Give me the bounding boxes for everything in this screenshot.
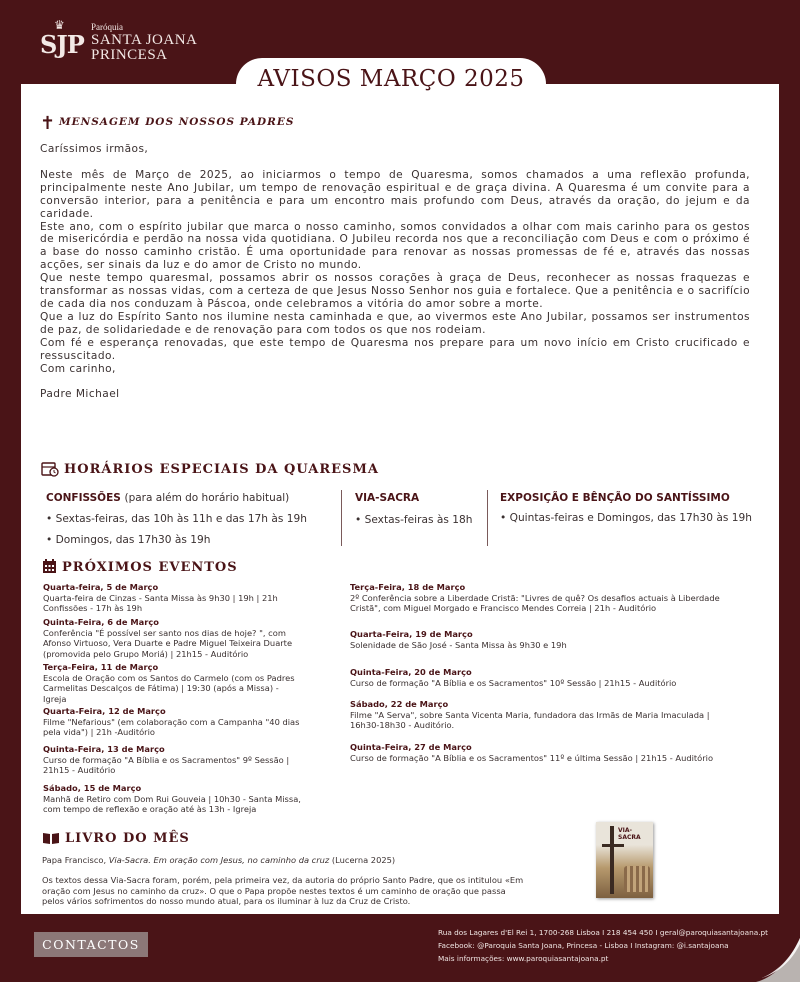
event-item: Sábado, 15 de Março Manhã de Retiro com Dom Rui Gouveia | 10h30 - Santa Missa, com tempo de reflexão e oração até às 13h - Igreja [43, 783, 301, 814]
book-reference: Papa Francisco, Via-Sacra. Em oração com Jesus, no caminho da cruz (Lucerna 2025) [42, 855, 396, 865]
event-item: Quinta-Feira, 27 de Março Curso de formação "A Bíblia e os Sacramentos" 11º e última Sessão | 21h15 - Auditório [350, 742, 714, 763]
message-paragraph: Com fé e esperança renovadas, que este tempo de Quaresma nos prepare para um novo início em Cristo crucificado e ressuscitado. [40, 336, 750, 362]
clock-calendar-icon [41, 461, 59, 477]
message-letter [40, 143, 750, 401]
exposition-item: • Quintas-feiras e Domingos, das 17h30 às 19h [500, 512, 752, 524]
logo-monogram: SJP [40, 30, 84, 59]
column-divider [487, 490, 488, 546]
footer-address: Rua dos Lagares d'El Rei 1, 1700-268 Lisboa I 218 454 450 I geral@paroquiasantajoana.pt [438, 928, 769, 937]
confessions-item: • Domingos, das 17h30 às 19h [46, 534, 211, 546]
schedule-heading: HORÁRIOS ESPECIAIS DA QUARESMA [64, 462, 379, 477]
message-greeting: Caríssimos irmãos, [40, 143, 149, 155]
event-item: Sábado, 22 de Março Filme "A Serva", sobre Santa Vicenta Maria, fundadora das Irmãs de Maria Imaculada | 16h30-18h30 - Auditório. [350, 699, 710, 730]
message-heading: MENSAGEM DOS NOSSOS PADRES [59, 116, 295, 128]
event-item: Quinta-Feira, 20 de Março Curso de formação "A Bíblia e os Sacramentos" 10º Sessão | 21h15 - Auditório [350, 667, 677, 688]
message-signature: Padre Michael [40, 388, 120, 401]
calendar-icon [42, 559, 57, 574]
book-heading: LIVRO DO MÊS [65, 831, 190, 846]
cross-icon: ✝ [40, 113, 56, 134]
book-description: Os textos dessa Via-Sacra foram, porém, pela primeira vez, da autoria do próprio Santo Padre, que os intitulou «Em oração com Jesus no caminho da cruz». O que o Papa propõe nestes textos é um caminho de oração que passa pelos vários sofrimentos do nosso mundo atual, para os iluminar à luz da Cruz de Cristo. [42, 875, 524, 906]
event-item: Terça-Feira, 18 de Março 2º Conferência sobre a Liberdade Cristã: "Livres de quê? Os desafios actuais à Liberdade Cristã", com Miguel Morgado e Francisco Mendes Correia | 21h - Auditório [350, 582, 720, 613]
message-closing: Com carinho, [40, 362, 116, 375]
logo-parish-name: SANTA JOANA PRINCESA [91, 32, 198, 63]
event-item: Quarta-feira, 5 de Março Quarta-feira de Cinzas - Santa Missa às 9h30 | 19h | 21h Confissões - 17h às 19h [43, 582, 278, 613]
book-icon [42, 832, 60, 845]
event-item: Quinta-Feira, 13 de Março Curso de formação "A Bíblia e os Sacramentos" 9º Sessão | 21h15 - Auditório [43, 744, 290, 775]
message-paragraph: Que a luz do Espírito Santo nos ilumine nesta caminhada e que, ao vivermos este Ano Jubilar, possamos ser instrumentos de paz, de solidariedade e de renovação para com todos os que nos rodeiam. [40, 310, 750, 336]
message-paragraph: Este ano, com o espírito jubilar que marca o nosso caminho, somos convidados a olhar com mais carinho para os gestos de misericórdia e perdão na nossa vida quotidiana. O Jubileu recorda nos que a reconciliação com Deus e com o próximo é a base do nosso caminho cristão. É uma oportunidade para renovar as nossas promessas de fé e, através das nossas acções, ser sinais da luz e do amor de Cristo no mundo. [40, 220, 750, 272]
book-cover-image: VIA-SACRA [596, 822, 653, 898]
via-sacra-title: VIA-SACRA [355, 492, 420, 504]
event-item: Quarta-Feira, 12 de Março Filme "Nefarious" (em colaboração com a Campanha "40 dias pela vida") | 21h -Auditório [43, 706, 300, 737]
event-item: Quarta-Feira, 19 de Março Solenidade de São José - Santa Missa às 9h30 e 19h [350, 629, 567, 650]
event-item: Terça-Feira, 11 de Março Escola de Oração com os Santos do Carmelo (com os Padres Carmelitas Descalços de Fátima) | 19:30 (após a Missa) - Igreja [43, 662, 295, 704]
message-paragraph: Que neste tempo quaresmal, possamos abrir os nossos corações à graça de Deus, reconhecer as nossas fraquezas e transformar as nossas vidas, com a certeza de que Jesus Nosso Senhor nos guia e fortalece. Que a penitência e o sacrifício de cada dia nos conduzam à Páscoa, onde celebramos a vitória do amor sobre a morte. [40, 272, 750, 310]
column-divider [341, 490, 342, 546]
page-curl-icon [752, 938, 800, 982]
logo-parish-small: Paróquia [91, 22, 123, 32]
exposition-title: EXPOSIÇÃO E BÊNÇÃO DO SANTÍSSIMO [500, 492, 730, 504]
footer-website[interactable]: Mais informações: www.paroquiasantajoana.pt [438, 954, 609, 963]
confessions-item: • Sextas-feiras, das 10h às 11h e das 17h às 19h [46, 513, 307, 525]
crown-icon: ♛ [54, 18, 65, 32]
contacts-button[interactable]: CONTACTOS [34, 932, 148, 957]
confessions-title: CONFISSÕES (para além do horário habitual) [46, 492, 290, 504]
page-title: AVISOS MARÇO 2025 [257, 66, 525, 92]
footer-social: Facebook: @Paroquia Santa Joana, Princesa - Lisboa I Instagram: @i.santajoana [438, 941, 729, 950]
via-sacra-item: • Sextas-feiras às 18h [355, 514, 473, 526]
event-item: Quinta-Feira, 6 de Março Conferência "É possível ser santo nos dias de hoje? ", com Afonso Virtuoso, Vera Duarte e Padre Miguel Teixeira Duarte (promovida pelo Grupo Moriá) | 21h15 - Auditório [43, 617, 293, 659]
events-heading: PRÓXIMOS EVENTOS [62, 560, 238, 575]
message-paragraph: Neste mês de Março de 2025, ao iniciarmos o tempo de Quaresma, somos chamados a uma reflexão profunda, principalmente neste Ano Jubilar, um tempo de renovação espiritual e de graça divina. A Quaresma é um convite para a conversão interior, para a penitência e para um encontro mais profundo com Deus, através da oração, do jejum e da caridade. [40, 168, 750, 220]
